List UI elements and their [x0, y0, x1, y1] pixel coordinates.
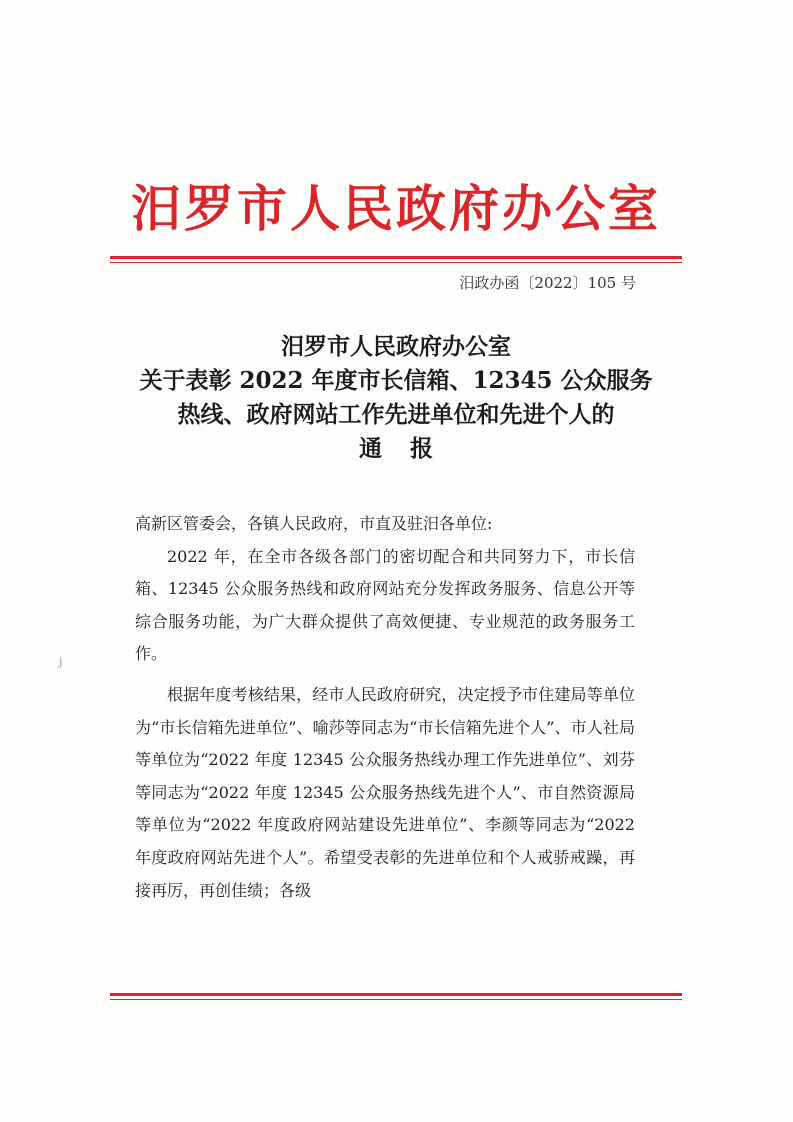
document-number: 汨政办函〔2022〕105 号	[459, 274, 636, 292]
paragraph-2: 根据年度考核结果，经市人民政府研究，决定授予市住建局等单位为“市长信箱先进单位”、喻莎等同志为“市长信箱先进个人”、市人社局等单位为“2022 年度 12345 公众服务热线办理工作先进单位”、刘芬等同志为“2022 年度 12345 公众服务热线先进个人”、市自然资源局等单位为“2022 年度政府网站建设先进单位”、李颜等同志为“2022 年度政府网站先进个人”。希望受表彰的先进单位和个人戒骄戒躁，再接再厉，再创佳绩；各级	[135, 684, 635, 900]
letterhead-title: 汨罗市人民政府办公室	[131, 180, 661, 238]
footer-thin-line	[110, 999, 682, 1000]
letterhead-divider	[110, 256, 682, 265]
salutation: 高新区管委会，各镇人民政府，市直及驻汨各单位:	[135, 514, 493, 533]
title-line-1: 汨罗市人民政府办公室	[281, 333, 511, 360]
margin-mark: j	[59, 655, 63, 668]
title-line-2: 关于表彰 2022 年度市长信箱、12345 公众服务	[139, 367, 653, 394]
document-body	[135, 508, 635, 907]
title-line-3: 热线、政府网站工作先进单位和先进个人的	[177, 401, 615, 428]
document-title	[110, 330, 682, 466]
paragraph-1: 2022 年，在全市各级各部门的密切配合和共同努力下，市长信箱、12345 公众服务热线和政府网站充分发挥政务服务、信息公开等综合服务功能，为广大群众提供了高效便捷、专业规范的政务服务工作。	[135, 546, 635, 664]
divider-thin-line	[110, 262, 682, 263]
divider-thick-line	[110, 256, 682, 259]
footer-thick-line	[110, 993, 682, 996]
title-line-4: 通报	[359, 435, 461, 462]
footer-divider	[110, 993, 682, 1002]
